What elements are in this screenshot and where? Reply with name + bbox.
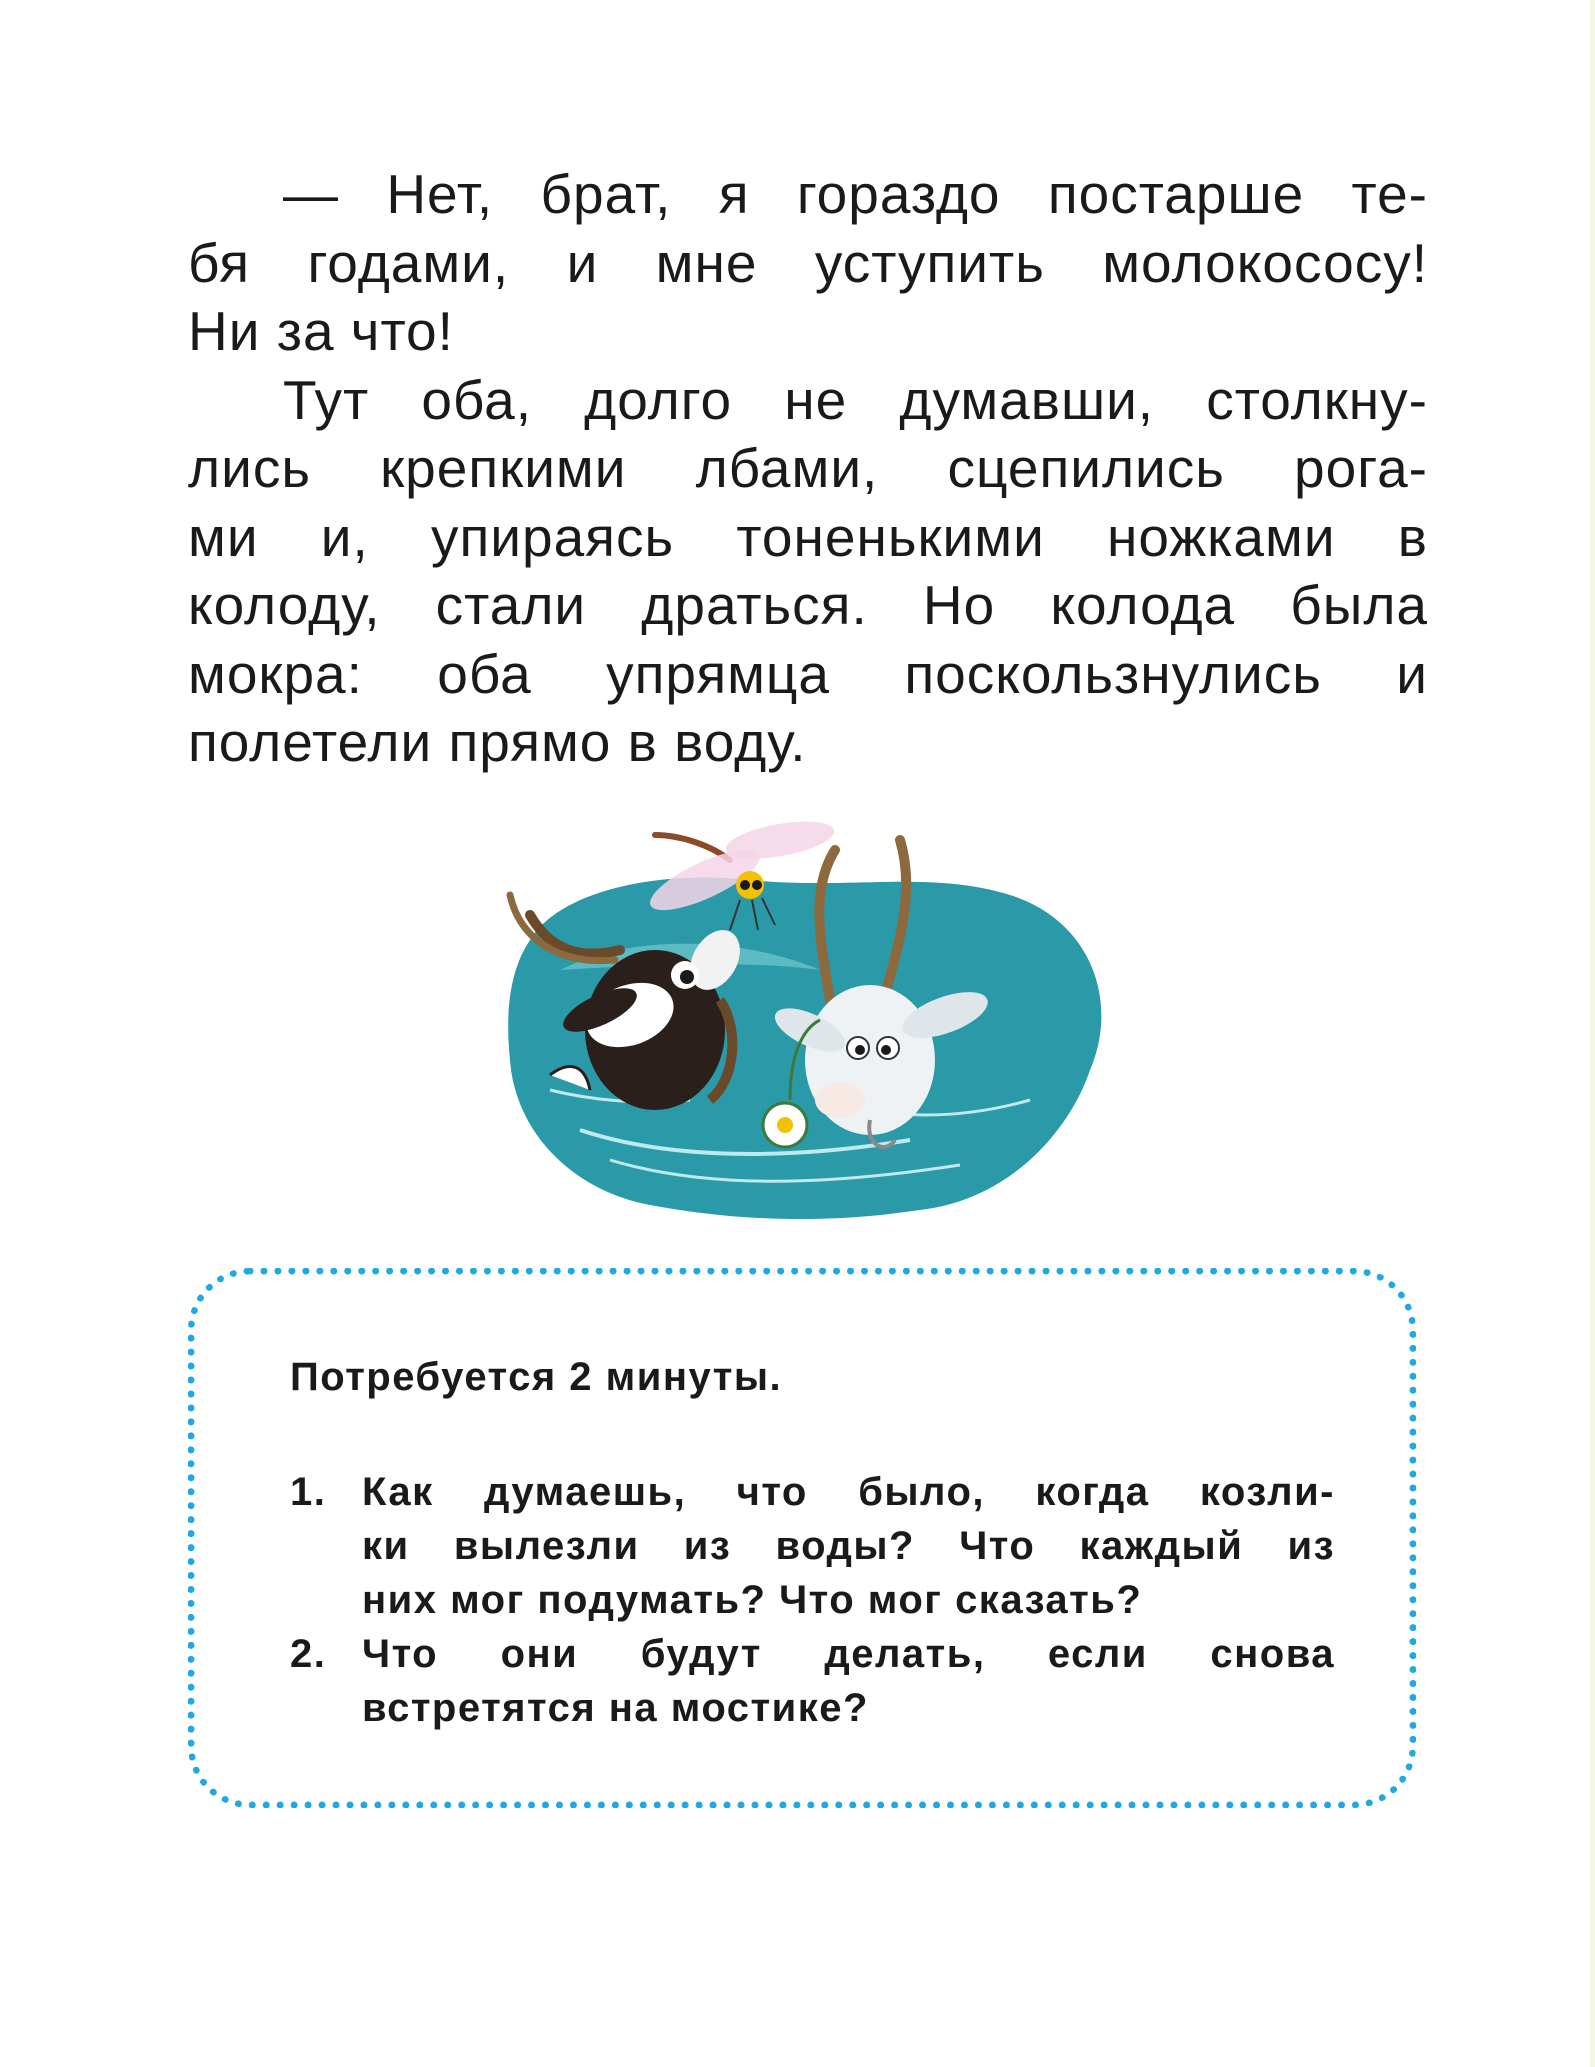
text-line: полетели прямо в воду.: [188, 711, 807, 773]
text-line: встретятся на мостике?: [362, 1686, 869, 1730]
text-line: ми и, упираясь тоненькими ножками в: [188, 505, 1428, 568]
text-line: ки вылезли из воды? Что каждый из: [362, 1524, 1335, 1568]
task-time-label: Потребуется 2 минуты.: [290, 1355, 783, 1399]
paragraph-2: [188, 366, 1428, 777]
item-number: 1.: [290, 1470, 327, 1514]
item-number: 2.: [290, 1632, 327, 1676]
paragraph-1: [188, 160, 1428, 366]
text-line: колоду, стали драться. Но колода была: [188, 574, 1428, 636]
item-text: [362, 1465, 1335, 1627]
text-line: Что они будут делать, если снова: [362, 1632, 1335, 1676]
text-line: Ни за что!: [188, 300, 454, 362]
text-line: бя годами, и мне уступить молокососу!: [188, 231, 1428, 294]
text-line: лись крепкими лбами, сцепились рога-: [188, 437, 1428, 499]
text-line: — Нет, брат, я гораздо постарше те-: [283, 163, 1428, 225]
text-line: Как думаешь, что было, когда козли-: [362, 1470, 1335, 1514]
text-line: них мог подумать? Что мог сказать?: [362, 1578, 1143, 1622]
text-line: мокра: оба упрямца поскользнулись и: [188, 642, 1428, 705]
text-line: Тут оба, долго не думавши, столкну-: [283, 368, 1428, 431]
goats-in-water-illustration: [490, 800, 1130, 1240]
list-item: [290, 1465, 1335, 1627]
page-edge: [1590, 0, 1595, 2067]
item-text: [362, 1627, 1335, 1735]
story-text: [188, 160, 1428, 777]
list-item: [290, 1627, 1335, 1735]
task-list: [290, 1465, 1335, 1735]
